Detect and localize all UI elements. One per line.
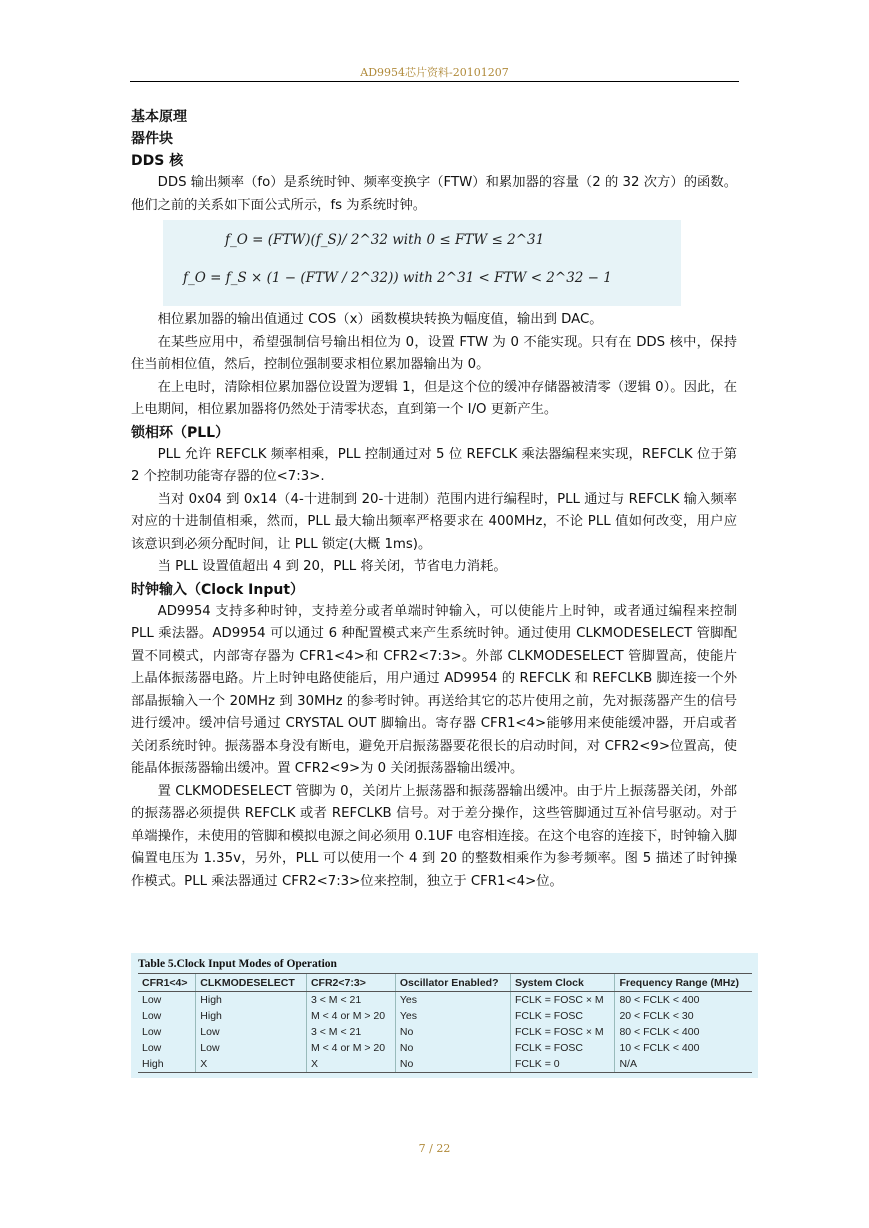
table-cell: Low (142, 994, 162, 1006)
dds-paragraph-3: 在某些应用中，希望强制信号输出相位为 0，设置 FTW 为 0 不能实现。只有在 DDS 核中，保持住当前相位值，然后，控制位强制要求相位累加器输出为 0。 (131, 334, 737, 372)
clock-paragraph-1: AD9954 支持多种时钟，支持差分或者单端时钟输入，可以使能片上时钟，或者通过编程来控制 PLL 乘法器。AD9954 可以通过 6 种配置模式来产生系统时钟。通过使用 CLKMODESELECT 管脚配置不同模式，内部寄存器为 CFR1<4>和 CFR2<7:3>。外部 CLKMODESELECT 管脚置高，使能片上晶体振荡器电路。片上时钟电路使能后，用户通过 AD9954 的 REFCLK 和 REFCLKB 脚连接一个外部晶振输入一个 20MHz 到 30MHz 的参考时钟。再送给其它的芯片使用之前，先对振荡器产生的信号进行缓冲。缓冲信号通过 CRYSTAL OUT 脚输出。寄存器 CFR1<4>能够用来使能缓冲器，开启或者关闭系统时钟。振荡器本身没有断电，避免开启振荡器要花很长的启动时间，对 CFR2<9>位置高，使能晶体振荡器输出缓冲。置 CFR2<9>为 0 关闭振荡器输出缓冲。 (131, 603, 737, 776)
table-title: Table 5.Clock Input Modes of Operation (138, 958, 337, 970)
table-cell: No (395, 1024, 510, 1040)
table-cell: High (196, 1008, 307, 1024)
table-row (138, 992, 752, 1009)
dds-paragraph-1: DDS 输出频率（fo）是系统时钟、频率变换字（FTW）和累加器的容量（2 的 32 次方）的函数。他们之前的关系如下面公式所示，fs 为系统时钟。 (131, 175, 737, 213)
table-cell: Low (142, 1026, 162, 1038)
table-cell: 20 < FCLK < 30 (615, 1008, 752, 1024)
formula-box (163, 220, 681, 306)
table-cell: 80 < FCLK < 400 (615, 992, 752, 1009)
table-row (138, 1008, 752, 1024)
table-cell: X (306, 1056, 395, 1073)
page-header: AD9954芯片资料-20101207 (360, 66, 509, 79)
table-cell: FCLK = 0 (510, 1056, 614, 1073)
heading-clock-input: 时钟输入（Clock Input） (131, 581, 305, 598)
document-body (131, 106, 737, 893)
table-cell: Yes (395, 1008, 510, 1024)
table-cell: FCLK = FOSC × M (510, 992, 614, 1009)
table-cell: 80 < FCLK < 400 (615, 1024, 752, 1040)
table-header-cell: Oscillator Enabled? (395, 974, 510, 992)
table-cell: High (138, 1056, 196, 1073)
table-cell: Low (196, 1024, 307, 1040)
table-row (138, 1024, 752, 1040)
heading-device-block: 器件块 (131, 131, 173, 147)
table-header-cell: CFR2<7:3> (306, 974, 395, 992)
table-cell: 3 < M < 21 (306, 992, 395, 1009)
table-header-row (138, 974, 752, 992)
formula-2: f_O = f_S × (1 − (FTW / 2^32)) with 2^31 < FTW < 2^32 − 1 (183, 270, 612, 286)
table-cell: High (196, 992, 307, 1009)
table-cell: FCLK = FOSC × M (510, 1024, 614, 1040)
table-cell: Low (142, 1010, 162, 1022)
table-cell: FCLK = FOSC (510, 1040, 614, 1056)
dds-paragraph-2: 相位累加器的输出值通过 COS（x）函数模块转换为幅度值，输出到 DAC。 (157, 312, 603, 327)
table-cell: Low (142, 1042, 162, 1054)
pll-paragraph-1: PLL 允许 REFCLK 频率相乘，PLL 控制通过对 5 位 REFCLK 乘法器编程来实现，REFCLK 位于第 2 个控制功能寄存器的位<7:3>. (131, 446, 737, 484)
pll-paragraph-2: 当对 0x04 到 0x14（4-十进制到 20-十进制）范围内进行编程时，PLL 通过与 REFCLK 输入频率对应的十进制值相乘，然而，PLL 最大输出频率严格要求在 400MHz，不论 PLL 值如何改变，用户应该意识到必须分配时间，让 PLL 锁定(大概 1ms)。 (131, 491, 737, 552)
table-cell: X (196, 1056, 307, 1073)
table-header-cell: CFR1<4> (138, 974, 196, 992)
heading-dds-core: DDS 核 (131, 153, 184, 169)
table-cell: 3 < M < 21 (306, 1024, 395, 1040)
formula-1: f_O = (FTW)(f_S)/ 2^32 with 0 ≤ FTW ≤ 2^31 (225, 232, 545, 248)
table-row (138, 1040, 752, 1056)
clock-modes-table (138, 973, 752, 1073)
table-cell: FCLK = FOSC (510, 1008, 614, 1024)
table-cell: Yes (395, 992, 510, 1009)
table-header-cell: Frequency Range (MHz) (615, 974, 752, 992)
heading-basic-principle: 基本原理 (131, 109, 187, 125)
dds-paragraph-4: 在上电时，清除相位累加器位设置为逻辑 1，但是这个位的缓冲存储器被清零（逻辑 0）。因此，在上电期间，相位累加器将仍然处于清零状态，直到第一个 I/O 更新产生。 (131, 379, 737, 417)
table-cell: M < 4 or M > 20 (306, 1040, 395, 1056)
clock-modes-table-container (131, 953, 758, 1078)
table-cell: Low (196, 1040, 307, 1056)
header-rule (130, 81, 739, 82)
table-header-cell: CLKMODESELECT (196, 974, 307, 992)
table-header-cell: System Clock (510, 974, 614, 992)
page-number: 7 / 22 (418, 1142, 451, 1155)
pll-paragraph-3: 当 PLL 设置值超出 4 到 20，PLL 将关闭，节省电力消耗。 (157, 559, 507, 574)
table-cell: 10 < FCLK < 400 (615, 1040, 752, 1056)
table-row (138, 1056, 752, 1073)
heading-pll: 锁相环（PLL） (131, 424, 230, 441)
clock-paragraph-2: 置 CLKMODESELECT 管脚为 0，关闭片上振荡器和振荡器输出缓冲。由于片上振荡器关闭，外部的振荡器必须提供 REFCLK 或者 REFCLKB 信号。对于差分操作，这些管脚通过互补信号驱动。对于单端操作，未使用的管脚和模拟电源之间必须用 0.1UF 电容相连接。在这个电容的连接下，时钟输入脚偏置电压为 1.35v，另外，PLL 可以使用一个 4 到 20 的整数相乘作为参考频率。图 5 描述了时钟操作模式。PLL 乘法器通过 CFR2<7:3>位来控制，独立于 CFR1<4>位。 (131, 783, 737, 889)
table-cell: M < 4 or M > 20 (306, 1008, 395, 1024)
table-cell: N/A (615, 1056, 752, 1073)
table-cell: No (395, 1040, 510, 1056)
table-cell: No (395, 1056, 510, 1073)
